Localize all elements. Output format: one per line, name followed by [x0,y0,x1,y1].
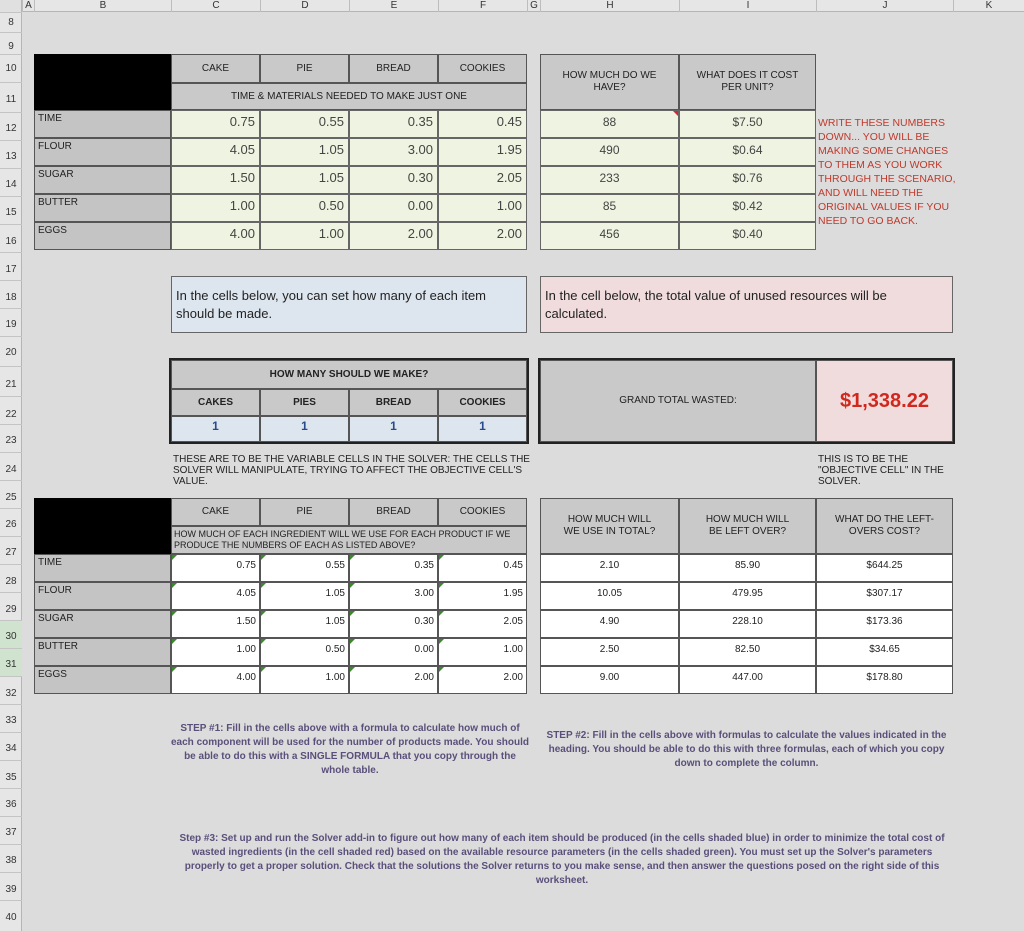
formula-indicator-icon [172,611,177,616]
top-cell[interactable]: 0.55 [260,110,349,138]
row-header[interactable]: 8 [0,12,22,32]
row-header[interactable]: 28 [0,564,22,592]
top-cell[interactable]: 1.00 [260,222,349,250]
top-cell[interactable]: 0.35 [349,110,438,138]
cell-value: 3.00 [414,588,434,599]
top-cell[interactable]: 2.00 [349,222,438,250]
left-header[interactable]: HOW MUCH WILL BE LEFT OVER? [679,498,816,554]
cell-value: 1.05 [325,616,345,627]
left-cell[interactable]: 228.10 [679,610,816,638]
cell-value: 1.00 [325,672,345,683]
have-cell[interactable] [540,110,679,138]
top-cell[interactable]: 0.50 [260,194,349,222]
bottom-header-pie[interactable]: PIE [260,498,349,526]
bottom-cell[interactable] [260,610,349,638]
col-header-a[interactable]: A [22,0,34,12]
bottom-header-cake[interactable]: CAKE [171,498,260,526]
left-cell[interactable]: 479.95 [679,582,816,610]
left-cell[interactable]: 82.50 [679,638,816,666]
use-cell[interactable]: 9.00 [540,666,679,694]
left-cell[interactable]: 447.00 [679,666,816,694]
formula-indicator-icon [439,555,444,560]
cost-header[interactable]: WHAT DOES IT COST PER UNIT? [679,54,816,110]
col-header-c[interactable]: C [171,0,260,12]
top-cell[interactable]: 1.00 [171,194,260,222]
select-all-corner[interactable] [0,0,22,12]
row-header[interactable]: 11 [0,82,22,112]
cell-value: 2.05 [503,616,523,627]
formula-indicator-icon [172,583,177,588]
formula-indicator-icon [172,667,177,672]
formula-indicator-icon [439,611,444,616]
row-header[interactable]: 9 [0,32,22,54]
row-header[interactable]: 40 [0,900,22,931]
row-header[interactable]: 17 [0,252,22,280]
red-warning-note: WRITE THESE NUMBERS DOWN... YOU WILL BE MAKING SOME CHANGES TO THEM AS YOU WORK THROUGH THE SCENARIO, AND WILL NEED THE ORIGINAL VALUES IF YOU NEED TO GO BACK. [818,117,956,227]
leftcost-cell[interactable]: $307.17 [816,582,953,610]
top-label-time[interactable]: TIME [34,110,171,138]
row-header[interactable]: 18 [0,280,22,308]
row-header[interactable]: 34 [0,732,22,760]
row-header[interactable]: 23 [0,424,22,452]
top-label-butter[interactable]: BUTTER [34,194,171,222]
have-cell[interactable]: 85 [540,194,679,222]
formula-indicator-icon [350,611,355,616]
bottom-cell[interactable] [349,666,438,694]
cell-value: 2.00 [503,672,523,683]
row-header[interactable]: 37 [0,816,22,844]
formula-indicator-icon [350,583,355,588]
bottom-cell[interactable] [260,638,349,666]
top-label-eggs[interactable]: EGGS [34,222,171,250]
make-variable-cell[interactable]: 1 [349,416,438,442]
bottom-label-eggs[interactable]: EGGS [34,666,171,694]
formula-indicator-icon [172,555,177,560]
bottom-cell[interactable] [438,666,527,694]
cell-value: 1.95 [503,588,523,599]
bottom-cell[interactable] [171,666,260,694]
have-cell[interactable]: 490 [540,138,679,166]
bottom-label-sugar[interactable]: SUGAR [34,610,171,638]
row-header[interactable]: 25 [0,480,22,508]
bottom-label-flour[interactable]: FLOUR [34,582,171,610]
formula-indicator-icon [350,555,355,560]
row-header[interactable]: 16 [0,224,22,252]
row-header[interactable]: 20 [0,336,22,366]
cost-cell[interactable]: $0.64 [679,138,816,166]
top-cell[interactable]: 1.05 [260,166,349,194]
leftcost-cell[interactable]: $34.65 [816,638,953,666]
make-header-bread[interactable]: BREAD [349,389,438,416]
row-header[interactable]: 36 [0,788,22,816]
black-header-block-bottom [34,498,171,554]
top-cell[interactable]: 1.00 [438,194,527,222]
pink-info-box[interactable]: In the cell below, the total value of unused resources will be calculated. [540,276,953,333]
row-header[interactable]: 26 [0,508,22,536]
bottom-cell[interactable] [260,666,349,694]
use-cell[interactable]: 4.90 [540,610,679,638]
black-header-block [34,54,171,110]
row-header[interactable]: 29 [0,592,22,620]
step-3-text: Step #3: Set up and run the Solver add-in to figure out how many of each item should be produced (in the cells shaded blue) in order to minimize the total cost of wasted ingredients (in the cell shaded red) based on the available resource parameters (in the cells shaded green). You must set up the Solver's parameters properly to get a proper solution. Check that the solutions the Solver returns to you make sense, and then answer the questions posed on the right side of this worksheet. [179,833,945,886]
row-header-bar [0,12,22,931]
bottom-cell[interactable] [349,582,438,610]
left-cell[interactable]: 85.90 [679,554,816,582]
formula-indicator-icon [439,639,444,644]
bottom-cell[interactable] [171,638,260,666]
formula-indicator-icon [439,667,444,672]
make-variable-cell[interactable]: 1 [171,416,260,442]
make-header-cookies[interactable]: COOKIES [438,389,527,416]
have-header[interactable]: HOW MUCH DO WE HAVE? [540,54,679,110]
top-cell[interactable]: 0.45 [438,110,527,138]
col-header-j[interactable]: J [816,0,953,12]
row-header[interactable]: 21 [0,366,22,396]
have-cell[interactable]: 233 [540,166,679,194]
formula-indicator-icon [261,667,266,672]
bottom-cell[interactable] [171,610,260,638]
top-cell[interactable]: 2.05 [438,166,527,194]
formula-indicator-icon [261,583,266,588]
top-cell[interactable]: 0.00 [349,194,438,222]
make-header-cakes[interactable]: CAKES [171,389,260,416]
formula-indicator-icon [350,667,355,672]
bottom-cell[interactable] [349,554,438,582]
cost-cell[interactable]: $0.40 [679,222,816,250]
bottom-label-butter[interactable]: BUTTER [34,638,171,666]
cell-value: 0.50 [325,644,345,655]
row-header[interactable]: 19 [0,308,22,336]
bottom-cell[interactable] [438,582,527,610]
col-header-h[interactable]: H [540,0,679,12]
use-cell[interactable]: 10.05 [540,582,679,610]
row-header[interactable]: 13 [0,140,22,168]
formula-indicator-icon [172,639,177,644]
cost-cell[interactable]: $0.76 [679,166,816,194]
row-header[interactable]: 14 [0,168,22,196]
use-header[interactable]: HOW MUCH WILL WE USE IN TOTAL? [540,498,679,554]
cell-value: 4.05 [236,588,256,599]
bottom-header-bread[interactable]: BREAD [349,498,438,526]
top-cell[interactable]: 4.05 [171,138,260,166]
step-1-text: STEP #1: Fill in the cells above with a formula to calculate how much of each component will be used for the number of products made. You should be able to do this with a SINGLE FORMULA that you copy through the whole table. [171,723,529,776]
grand-total-value: $1,338.22 [840,389,929,412]
row-header[interactable]: 27 [0,536,22,564]
row-header[interactable]: 32 [0,676,22,704]
leftcost-header[interactable]: WHAT DO THE LEFT-OVERS COST? [816,498,953,554]
make-header-pies[interactable]: PIES [260,389,349,416]
leftcost-cell[interactable]: $173.36 [816,610,953,638]
bottom-header-cookies[interactable]: COOKIES [438,498,527,526]
row-header[interactable]: 22 [0,396,22,424]
col-header-i[interactable]: I [679,0,816,12]
leftcost-cell[interactable]: $178.80 [816,666,953,694]
comment-indicator-icon[interactable] [673,111,678,116]
cell-value: 2.00 [414,672,434,683]
grand-total-cell[interactable] [816,360,953,442]
cost-cell[interactable]: $7.50 [679,110,816,138]
cell-value: 0.30 [414,616,434,627]
top-cell[interactable]: 0.30 [349,166,438,194]
formula-indicator-icon [261,611,266,616]
cell-value: 0.75 [236,560,256,571]
top-header-bread[interactable]: BREAD [349,54,438,83]
bottom-cell[interactable] [438,610,527,638]
top-label-flour[interactable]: FLOUR [34,138,171,166]
col-header-g[interactable]: G [527,0,540,12]
top-cell[interactable]: 2.00 [438,222,527,250]
top-cell[interactable]: 1.05 [260,138,349,166]
use-cell[interactable]: 2.50 [540,638,679,666]
variable-cells-note: THESE ARE TO BE THE VARIABLE CELLS IN THE SOLVER: THE CELLS THE SOLVER WILL MANIPULATE, TRYING TO AFFECT THE OBJECTIVE CELL'S VALUE. [173,454,530,487]
formula-indicator-icon [350,639,355,644]
col-header-d[interactable]: D [260,0,349,12]
bottom-cell[interactable] [171,582,260,610]
row-header[interactable]: 24 [0,452,22,480]
make-title[interactable]: HOW MANY SHOULD WE MAKE? [171,360,527,389]
leftcost-cell[interactable]: $644.25 [816,554,953,582]
col-header-k[interactable]: K [953,0,1024,12]
col-header-b[interactable]: B [34,0,171,12]
col-header-f[interactable]: F [438,0,527,12]
bottom-cell[interactable] [171,554,260,582]
row-header[interactable]: 10 [0,54,22,82]
bottom-cell[interactable] [349,610,438,638]
column-header-bar [0,0,1024,12]
cell-value: 4.00 [236,672,256,683]
bottom-cell[interactable] [260,582,349,610]
row-header[interactable]: 38 [0,844,22,872]
use-cell[interactable]: 2.10 [540,554,679,582]
top-subheader[interactable]: TIME & MATERIALS NEEDED TO MAKE JUST ONE [171,83,527,110]
make-variable-cell[interactable]: 1 [438,416,527,442]
top-cell[interactable]: 0.75 [171,110,260,138]
blue-info-box[interactable]: In the cells below, you can set how many of each item should be made. [171,276,527,333]
row-header[interactable]: 12 [0,112,22,140]
top-cell[interactable]: 1.50 [171,166,260,194]
top-header-pie[interactable]: PIE [260,54,349,83]
top-cell[interactable]: 3.00 [349,138,438,166]
grand-total-label[interactable]: GRAND TOTAL WASTED: [540,360,816,442]
objective-cell-note: THIS IS TO BE THE "OBJECTIVE CELL" IN THE SOLVER. [818,454,944,487]
top-header-cookies[interactable]: COOKIES [438,54,527,83]
col-header-e[interactable]: E [349,0,438,12]
row-header[interactable]: 30 [0,620,22,648]
formula-indicator-icon [439,583,444,588]
bottom-label-time[interactable]: TIME [34,554,171,582]
row-header[interactable]: 31 [0,648,22,676]
cell-value: 1.00 [503,644,523,655]
bottom-cell[interactable] [349,638,438,666]
bottom-cell[interactable] [260,554,349,582]
cell-value: 0.45 [503,560,523,571]
cell-value: 1.50 [236,616,256,627]
top-header-cake[interactable]: CAKE [171,54,260,83]
row-header[interactable]: 15 [0,196,22,224]
cell-value: 0.55 [325,560,345,571]
have-cell[interactable]: 456 [540,222,679,250]
cell-value: 1.05 [325,588,345,599]
bottom-cell[interactable] [438,554,527,582]
formula-indicator-icon [261,555,266,560]
make-variable-cell[interactable]: 1 [260,416,349,442]
step-2-text: STEP #2: Fill in the cells above with formulas to calculate the values indicated in the heading. You should be able to do this with three formulas, each of which you copy down to complete the column. [546,730,947,769]
have-value: 88 [602,115,617,129]
top-cell[interactable]: 1.95 [438,138,527,166]
bottom-cell[interactable] [438,638,527,666]
top-label-sugar[interactable]: SUGAR [34,166,171,194]
top-cell[interactable]: 4.00 [171,222,260,250]
bottom-subheader[interactable]: HOW MUCH OF EACH INGREDIENT WILL WE USE FOR EACH PRODUCT IF WE PRODUCE THE NUMBERS OF EACH AS LISTED ABOVE? [171,526,527,554]
row-header[interactable]: 39 [0,872,22,900]
row-header[interactable]: 35 [0,760,22,788]
cell-value: 0.00 [414,644,434,655]
row-header[interactable]: 33 [0,704,22,732]
cell-value: 1.00 [236,644,256,655]
cell-value: 0.35 [414,560,434,571]
formula-indicator-icon [261,639,266,644]
cost-cell[interactable]: $0.42 [679,194,816,222]
